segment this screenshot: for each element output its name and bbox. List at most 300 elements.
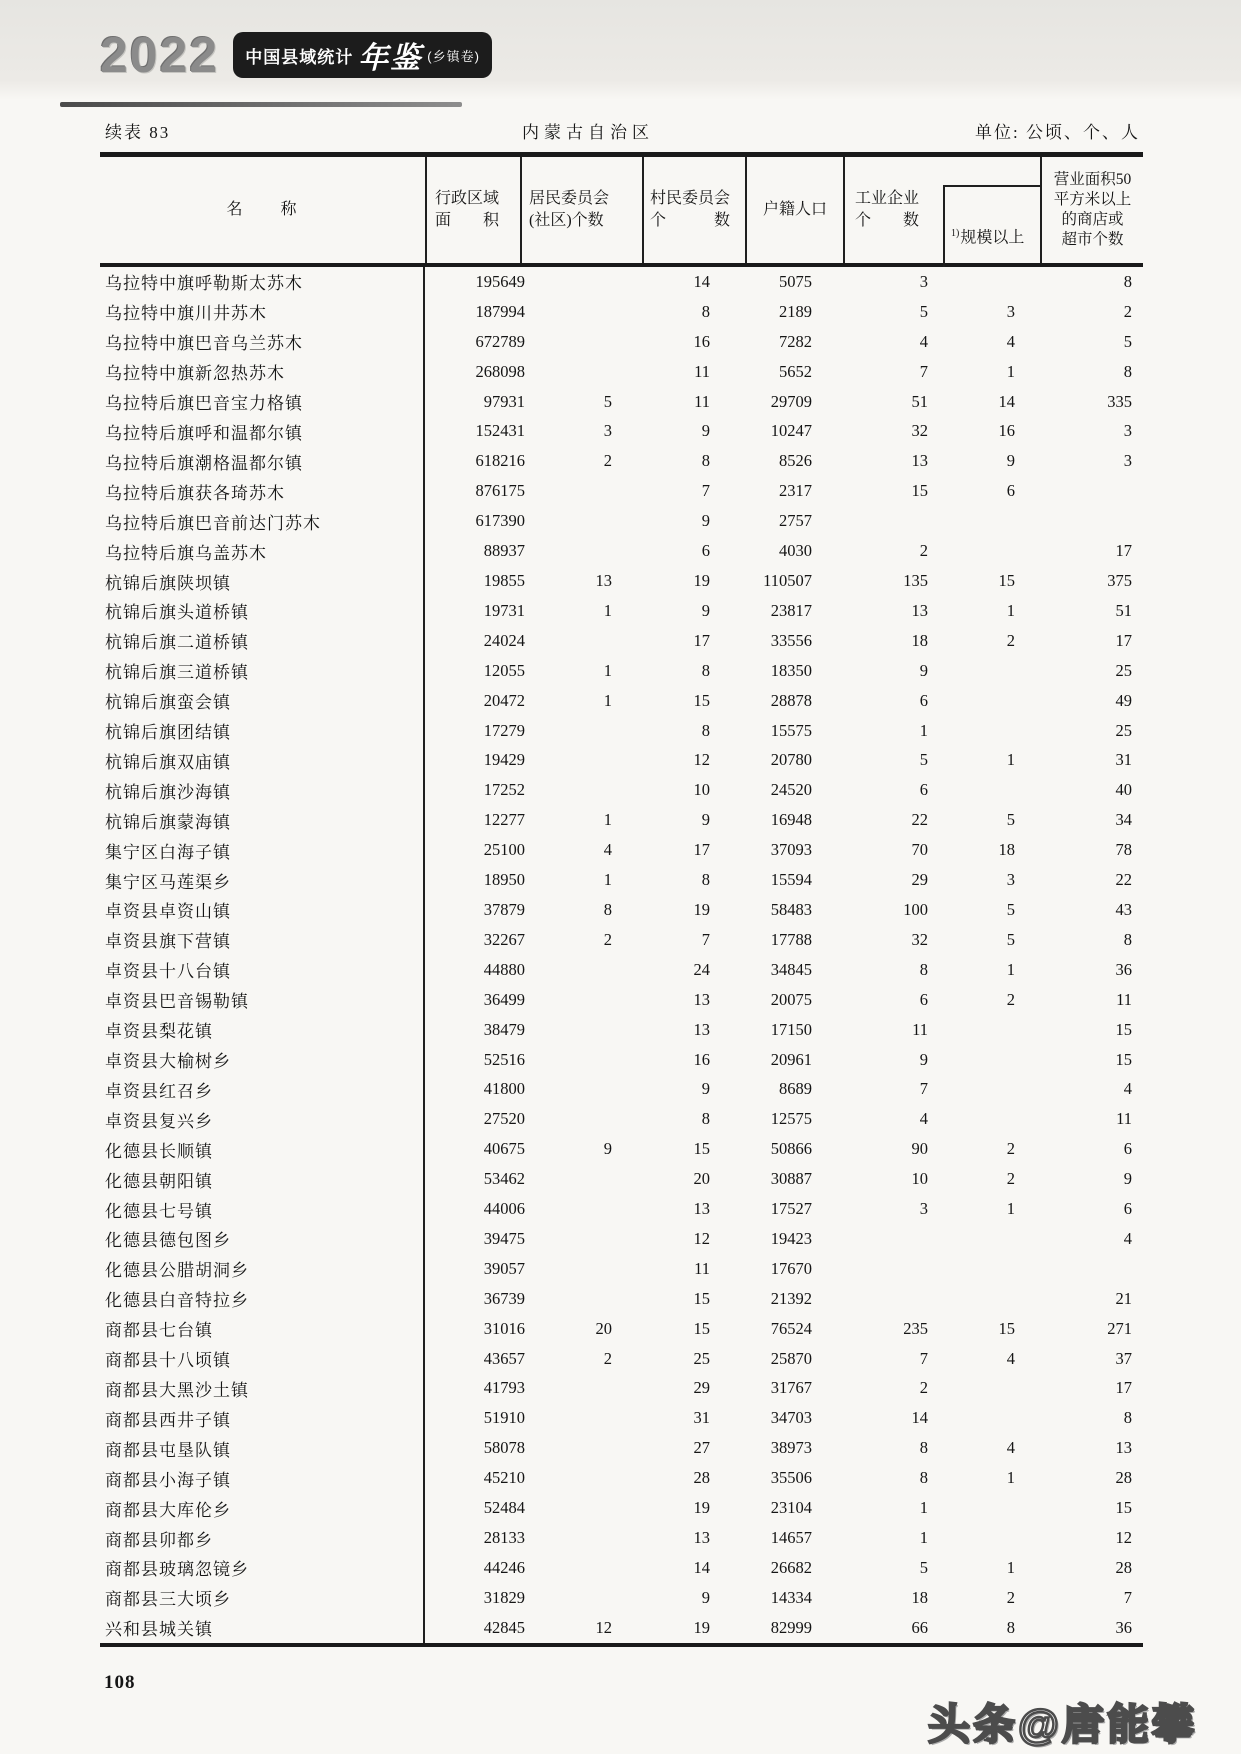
row-name: 杭锦后旗陕坝镇: [100, 566, 425, 596]
table-row: [100, 1015, 1143, 1045]
row-value: 14: [693, 1557, 710, 1577]
row-value: 2317: [779, 481, 812, 501]
row-value: 16: [998, 421, 1015, 441]
row-name: 商都县十八顷镇: [100, 1344, 425, 1374]
units-label: 单位: 公顷、个、人: [975, 123, 1140, 142]
row-value: 4: [1006, 1438, 1015, 1458]
row-value: 1: [1006, 1199, 1015, 1219]
row-value: 9: [701, 421, 710, 441]
row-value: 28133: [483, 1528, 525, 1548]
yearbook-logo: [100, 27, 492, 83]
row-value: 31829: [483, 1587, 525, 1607]
row-value: 12055: [483, 660, 525, 680]
row-value: 27520: [483, 1109, 525, 1129]
row-value: 11: [694, 391, 710, 411]
table-row: [100, 417, 1143, 447]
header-residents-committees-column: 居民委员会 (社区)个数: [520, 157, 642, 263]
table-row: [100, 1224, 1143, 1254]
row-value: 15575: [770, 720, 812, 740]
row-value: 28878: [770, 690, 812, 710]
row-value: 19731: [483, 600, 525, 620]
table-row: [100, 686, 1143, 716]
row-name: 乌拉特后旗呼和温都尔镇: [100, 417, 425, 447]
row-value: 14: [911, 1408, 928, 1428]
row-value: 39475: [483, 1228, 525, 1248]
table-row: [100, 446, 1143, 476]
watermark: 头条@唐能攀: [928, 1701, 1197, 1748]
row-value: 11: [1116, 989, 1132, 1009]
table-row: [100, 656, 1143, 686]
table-row: [100, 1164, 1143, 1194]
row-value: 7: [1123, 1587, 1132, 1607]
row-value: 42845: [483, 1617, 525, 1637]
row-value: 1: [1006, 959, 1015, 979]
row-value: 2: [603, 929, 612, 949]
row-value: 6: [919, 780, 928, 800]
row-value: 15: [693, 690, 710, 710]
row-value: 78: [1115, 840, 1132, 860]
row-value: 8: [701, 451, 710, 471]
table-row: [100, 1284, 1143, 1314]
row-value: 88937: [483, 541, 525, 561]
row-value: 8: [701, 660, 710, 680]
row-name: 乌拉特后旗巴音宝力格镇: [100, 387, 425, 417]
row-name: 杭锦后旗团结镇: [100, 716, 425, 746]
table-row: [100, 1104, 1143, 1134]
row-value: 17670: [770, 1258, 812, 1278]
table-row: [100, 387, 1143, 417]
table-row: [100, 566, 1143, 596]
row-value: 18: [998, 840, 1015, 860]
row-name: 商都县三大顷乡: [100, 1583, 425, 1613]
table-row: [100, 925, 1143, 955]
row-value: 10: [911, 1169, 928, 1189]
row-name: 化德县德包图乡: [100, 1224, 425, 1254]
table-row: [100, 1074, 1143, 1104]
row-value: 2: [919, 541, 928, 561]
row-value: 10247: [770, 421, 812, 441]
row-value: 235: [903, 1318, 928, 1338]
row-value: 8: [1123, 929, 1132, 949]
row-name: 卓资县梨花镇: [100, 1015, 425, 1045]
table-row: [100, 596, 1143, 626]
row-value: 20961: [770, 1049, 812, 1069]
row-name: 集宁区白海子镇: [100, 835, 425, 865]
title-bar: [0, 118, 1241, 144]
row-value: 14: [998, 391, 1015, 411]
table-row: [100, 1493, 1143, 1523]
row-value: 4: [1006, 331, 1015, 351]
row-value: 100: [903, 899, 928, 919]
row-value: 27: [693, 1438, 710, 1458]
table-row: [100, 1613, 1143, 1643]
row-value: 9: [701, 1587, 710, 1607]
row-value: 25: [1115, 720, 1132, 740]
row-value: 11: [694, 361, 710, 381]
row-value: 17279: [483, 720, 525, 740]
row-value: 7: [919, 1348, 928, 1368]
row-value: 17527: [770, 1199, 812, 1219]
table-row: [100, 1463, 1143, 1493]
row-value: 3: [919, 1199, 928, 1219]
row-value: 187994: [475, 301, 525, 321]
row-value: 20: [693, 1169, 710, 1189]
row-value: 13: [693, 1199, 710, 1219]
row-value: 8: [1123, 271, 1132, 291]
row-value: 44006: [483, 1199, 525, 1219]
row-value: 3: [1123, 451, 1132, 471]
row-name: 乌拉特中旗新忽热苏木: [100, 357, 425, 387]
row-value: 31: [1115, 750, 1132, 770]
row-value: 1: [603, 600, 612, 620]
row-value: 135: [903, 571, 928, 591]
row-value: 25: [693, 1348, 710, 1368]
row-value: 29: [911, 870, 928, 890]
row-value: 43657: [483, 1348, 525, 1368]
row-name: 杭锦后旗双庙镇: [100, 746, 425, 776]
row-value: 31: [693, 1408, 710, 1428]
row-value: 7282: [779, 331, 812, 351]
row-value: 13: [1115, 1438, 1132, 1458]
header-name-column: 名 称: [226, 201, 299, 218]
header-admin-area-column: 行政区域 面 积: [425, 157, 520, 263]
row-value: 58078: [483, 1438, 525, 1458]
row-value: 2: [1006, 630, 1015, 650]
row-name: 商都县西井子镇: [100, 1403, 425, 1433]
row-value: 2189: [779, 301, 812, 321]
row-value: 22: [911, 810, 928, 830]
row-value: 672789: [475, 331, 525, 351]
row-value: 19429: [483, 750, 525, 770]
header-villagers-committees-column: 村民委员会 个 数: [642, 157, 745, 263]
row-value: 9: [603, 1139, 612, 1159]
table-row: [100, 865, 1143, 895]
table-row: [100, 506, 1143, 536]
row-value: 618216: [475, 451, 525, 471]
row-value: 4: [1123, 1228, 1132, 1248]
row-name: 乌拉特中旗川井苏木: [100, 297, 425, 327]
row-value: 8: [603, 899, 612, 919]
row-name: 乌拉特后旗巴音前达门苏木: [100, 506, 425, 536]
row-value: 34845: [770, 959, 812, 979]
row-name: 商都县玻璃忽镜乡: [100, 1553, 425, 1583]
row-value: 12575: [770, 1109, 812, 1129]
row-value: 17: [1115, 541, 1132, 561]
header-above-scale-subcolumn: $^{1)}$规模以上: [943, 157, 1040, 263]
row-value: 8: [701, 1109, 710, 1129]
row-value: 37: [1115, 1348, 1132, 1368]
row-value: 9: [701, 600, 710, 620]
row-value: 31016: [483, 1318, 525, 1338]
row-value: 2: [1006, 1139, 1015, 1159]
row-value: 1: [603, 810, 612, 830]
row-value: 6: [701, 541, 710, 561]
row-name: 商都县屯垦队镇: [100, 1433, 425, 1463]
row-value: 51: [911, 391, 928, 411]
row-value: 25100: [483, 840, 525, 860]
row-value: 3: [603, 421, 612, 441]
row-value: 17: [1115, 630, 1132, 650]
row-value: 5: [919, 301, 928, 321]
row-value: 13: [911, 600, 928, 620]
row-value: 7: [701, 929, 710, 949]
row-value: 2: [919, 1378, 928, 1398]
row-value: 8: [701, 720, 710, 740]
row-name: 商都县大黑沙土镇: [100, 1374, 425, 1404]
table-row: [100, 985, 1143, 1015]
scan-top-band: [0, 0, 1241, 100]
row-value: 9: [919, 660, 928, 680]
row-value: 12277: [483, 810, 525, 830]
row-value: 18: [911, 1587, 928, 1607]
row-value: 4: [1123, 1079, 1132, 1099]
row-value: 15: [998, 571, 1015, 591]
row-value: 19: [693, 571, 710, 591]
table-row: [100, 1403, 1143, 1433]
row-value: 2: [1006, 989, 1015, 1009]
table-row: [100, 1045, 1143, 1075]
row-value: 19423: [770, 1228, 812, 1248]
row-value: 20472: [483, 690, 525, 710]
row-value: 876175: [475, 481, 525, 501]
row-value: 18950: [483, 870, 525, 890]
row-value: 76524: [770, 1318, 812, 1338]
row-value: 5: [919, 750, 928, 770]
row-value: 3: [1006, 301, 1015, 321]
row-name: 杭锦后旗头道桥镇: [100, 596, 425, 626]
row-value: 39057: [483, 1258, 525, 1278]
row-value: 195649: [475, 271, 525, 291]
row-value: 38479: [483, 1019, 525, 1039]
row-value: 51: [1115, 600, 1132, 620]
row-value: 43: [1115, 899, 1132, 919]
row-value: 38973: [770, 1438, 812, 1458]
row-value: 271: [1107, 1318, 1132, 1338]
table-row: [100, 357, 1143, 387]
row-name: 化德县长顺镇: [100, 1134, 425, 1164]
table-row: [100, 476, 1143, 506]
row-value: 45210: [483, 1468, 525, 1488]
row-value: 21392: [770, 1288, 812, 1308]
row-value: 11: [1116, 1109, 1132, 1129]
logo-year: 2022: [100, 27, 220, 83]
row-value: 1: [1006, 600, 1015, 620]
row-value: 1: [1006, 1557, 1015, 1577]
row-value: 5: [1006, 899, 1015, 919]
row-value: 8: [701, 301, 710, 321]
row-value: 40: [1115, 780, 1132, 800]
row-value: 6: [1006, 481, 1015, 501]
row-name: 集宁区马莲渠乡: [100, 865, 425, 895]
row-value: 5652: [779, 361, 812, 381]
logo-underline: [60, 102, 462, 107]
row-value: 10: [693, 780, 710, 800]
row-value: 19: [693, 1617, 710, 1637]
row-name: 卓资县大榆树乡: [100, 1045, 425, 1075]
row-value: 20780: [770, 750, 812, 770]
row-value: 44246: [483, 1557, 525, 1577]
row-value: 8: [919, 1468, 928, 1488]
row-value: 16: [693, 1049, 710, 1069]
row-value: 8: [701, 870, 710, 890]
row-value: 15: [1115, 1498, 1132, 1518]
table-row: [100, 1344, 1143, 1374]
row-value: 2: [1006, 1587, 1015, 1607]
row-value: 9: [701, 810, 710, 830]
row-value: 1: [603, 660, 612, 680]
row-value: 7: [701, 481, 710, 501]
row-value: 35506: [770, 1468, 812, 1488]
row-value: 52516: [483, 1049, 525, 1069]
row-value: 12: [595, 1617, 612, 1637]
row-value: 31767: [770, 1378, 812, 1398]
logo-box: [233, 32, 492, 78]
row-name: 杭锦后旗蒙海镇: [100, 805, 425, 835]
row-value: 34: [1115, 810, 1132, 830]
row-value: 29709: [770, 391, 812, 411]
row-value: 8: [1123, 361, 1132, 381]
region-title: 内蒙古自治区: [522, 123, 654, 142]
row-name: 乌拉特中旗巴音乌兰苏木: [100, 327, 425, 357]
row-name: 商都县七台镇: [100, 1314, 425, 1344]
row-value: 25870: [770, 1348, 812, 1368]
row-value: 8: [919, 959, 928, 979]
row-name: 乌拉特后旗获各琦苏木: [100, 476, 425, 506]
row-value: 6: [1123, 1139, 1132, 1159]
row-value: 37879: [483, 899, 525, 919]
row-value: 13: [693, 1528, 710, 1548]
row-name: 化德县公腊胡洞乡: [100, 1254, 425, 1284]
row-value: 97931: [483, 391, 525, 411]
row-value: 40675: [483, 1139, 525, 1159]
row-value: 13: [595, 571, 612, 591]
row-value: 8689: [779, 1079, 812, 1099]
table-row: [100, 536, 1143, 566]
row-name: 化德县七号镇: [100, 1194, 425, 1224]
row-value: 30887: [770, 1169, 812, 1189]
row-value: 20: [595, 1318, 612, 1338]
row-name: 卓资县红召乡: [100, 1074, 425, 1104]
row-value: 1: [1006, 1468, 1015, 1488]
row-name: 杭锦后旗二道桥镇: [100, 626, 425, 656]
row-value: 15594: [770, 870, 812, 890]
row-value: 41800: [483, 1079, 525, 1099]
row-value: 17788: [770, 929, 812, 949]
row-name: 乌拉特中旗呼勒斯太苏木: [100, 267, 425, 297]
row-value: 1: [1006, 361, 1015, 381]
row-value: 14: [693, 271, 710, 291]
row-value: 13: [693, 1019, 710, 1039]
row-value: 4: [919, 331, 928, 351]
row-value: 17: [693, 630, 710, 650]
row-value: 53462: [483, 1169, 525, 1189]
row-value: 4: [603, 840, 612, 860]
row-value: 9: [919, 1049, 928, 1069]
row-value: 16948: [770, 810, 812, 830]
row-value: 37093: [770, 840, 812, 860]
row-value: 2757: [779, 511, 812, 531]
row-value: 19855: [483, 571, 525, 591]
row-value: 51910: [483, 1408, 525, 1428]
table-row: [100, 716, 1143, 746]
table-row: [100, 955, 1143, 985]
row-value: 15: [998, 1318, 1015, 1338]
row-value: 3: [919, 271, 928, 291]
row-value: 16: [693, 331, 710, 351]
row-name: 卓资县旗下营镇: [100, 925, 425, 955]
row-value: 36499: [483, 989, 525, 1009]
row-value: 50866: [770, 1139, 812, 1159]
row-value: 32267: [483, 929, 525, 949]
continued-table-label: 续表 83: [105, 123, 171, 142]
row-value: 6: [1123, 1199, 1132, 1219]
row-value: 5: [919, 1557, 928, 1577]
row-value: 66: [911, 1617, 928, 1637]
row-value: 14657: [770, 1528, 812, 1548]
row-value: 6: [919, 690, 928, 710]
row-value: 5: [603, 391, 612, 411]
table-row: [100, 626, 1143, 656]
row-value: 70: [911, 840, 928, 860]
row-value: 32: [911, 421, 928, 441]
row-name: 卓资县复兴乡: [100, 1104, 425, 1134]
row-value: 110507: [763, 571, 812, 591]
table-row: [100, 327, 1143, 357]
row-value: 23817: [770, 600, 812, 620]
row-name: 化德县白音特拉乡: [100, 1284, 425, 1314]
table-row: [100, 1254, 1143, 1284]
row-name: 杭锦后旗沙海镇: [100, 775, 425, 805]
row-value: 36: [1115, 959, 1132, 979]
logo-volume-label: (乡镇卷): [427, 48, 480, 64]
row-value: 28: [1115, 1468, 1132, 1488]
row-value: 23104: [770, 1498, 812, 1518]
row-value: 17: [693, 840, 710, 860]
row-value: 15: [1115, 1019, 1132, 1039]
row-value: 29: [693, 1378, 710, 1398]
table-body: [100, 267, 1143, 1647]
row-name: 商都县小海子镇: [100, 1463, 425, 1493]
row-name: 杭锦后旗三道桥镇: [100, 656, 425, 686]
row-value: 25: [1115, 660, 1132, 680]
row-value: 82999: [770, 1617, 812, 1637]
logo-series-title: 中国县域统计: [245, 47, 354, 67]
row-value: 24024: [483, 630, 525, 650]
table-row: [100, 1134, 1143, 1164]
header-shops-over-50sqm-column: 营业面积50 平方米以上 的商店或 超市个数: [1040, 157, 1143, 263]
table-row: [100, 1314, 1143, 1344]
row-value: 3: [1123, 421, 1132, 441]
row-value: 8: [919, 1438, 928, 1458]
row-value: 1: [919, 1528, 928, 1548]
row-value: 22: [1115, 870, 1132, 890]
row-value: 15: [1115, 1049, 1132, 1069]
row-value: 19: [693, 899, 710, 919]
row-value: 2: [603, 451, 612, 471]
logo-series-title-2: 年鉴: [358, 42, 423, 75]
row-value: 12: [693, 750, 710, 770]
row-value: 9: [1123, 1169, 1132, 1189]
row-value: 7: [919, 361, 928, 381]
row-value: 12: [1115, 1528, 1132, 1548]
row-value: 1: [603, 690, 612, 710]
row-value: 15: [693, 1139, 710, 1159]
row-value: 28: [693, 1468, 710, 1488]
row-value: 268098: [475, 361, 525, 381]
table-row: [100, 1374, 1143, 1404]
row-value: 12: [693, 1228, 710, 1248]
row-value: 9: [701, 1079, 710, 1099]
